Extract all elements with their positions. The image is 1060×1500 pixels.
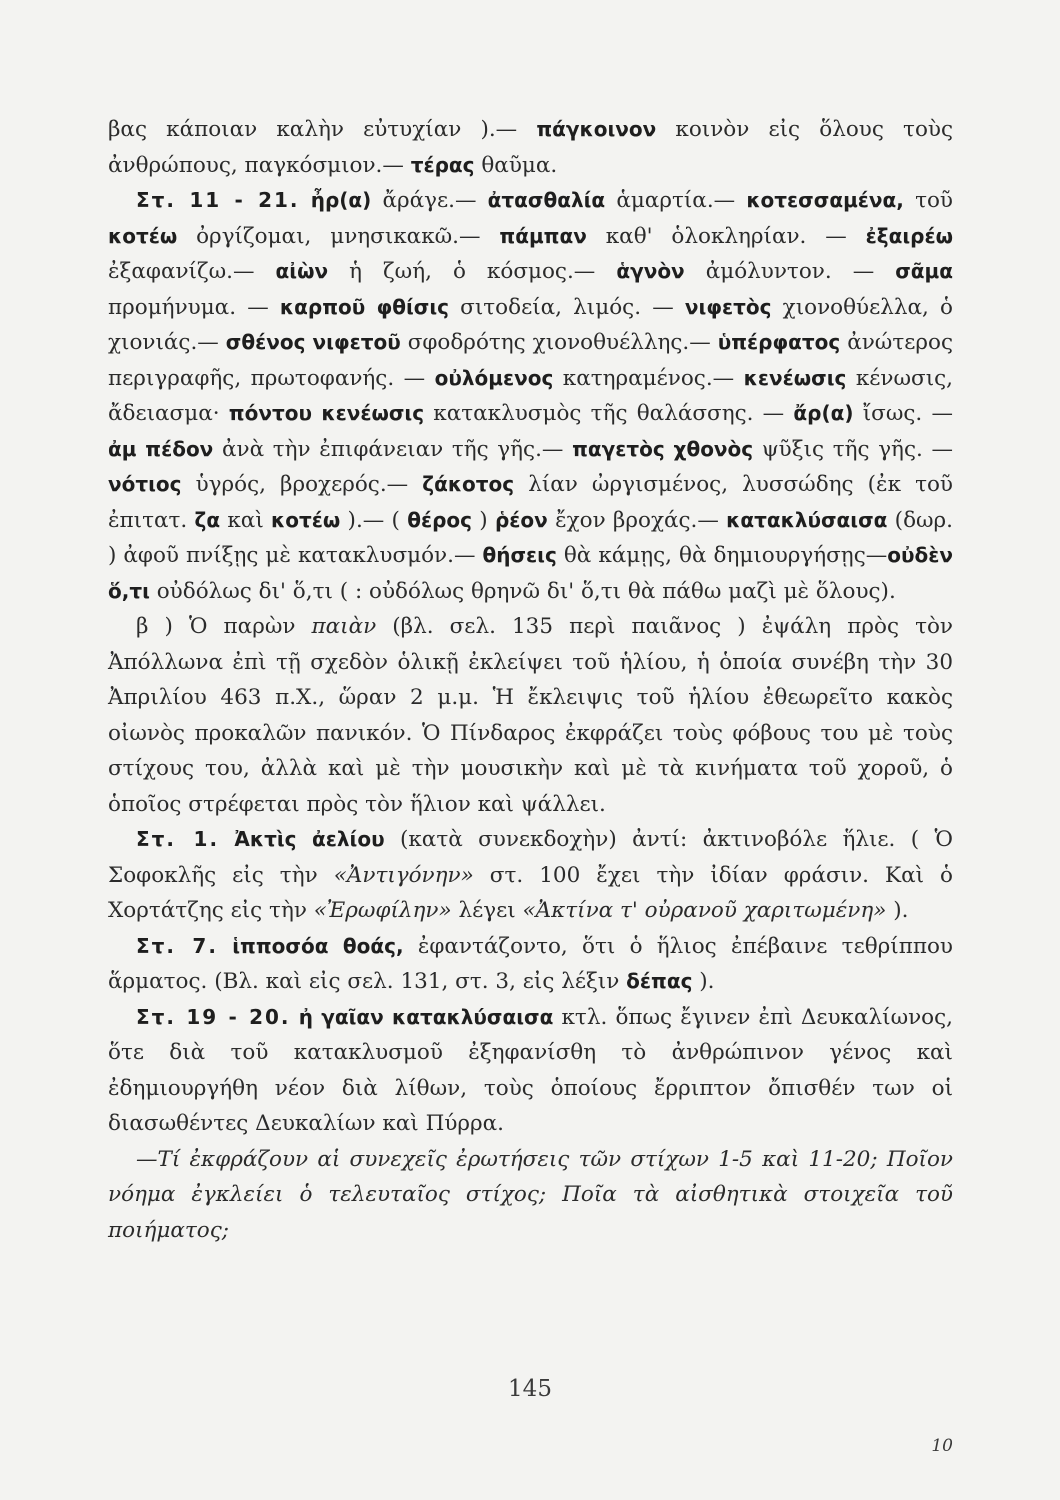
headword: κοτέω <box>271 507 341 532</box>
headword: ἱπποσόα θοάς, <box>232 933 404 958</box>
headword: πόντου κενέωσις <box>228 401 425 425</box>
text: κένωσις, ἄδειασμα· <box>108 365 954 426</box>
text: ἁμαρτία.— <box>605 188 747 213</box>
headword: τέρας <box>410 152 475 177</box>
headword: καρποῦ φθίσις <box>279 294 449 319</box>
paragraph-2 <box>108 183 953 609</box>
headword: κοτέω <box>108 223 178 248</box>
headword: κενέωσις <box>743 365 847 390</box>
section-label: Στ. 7. <box>136 933 218 958</box>
text: κατακλυσμὸς τῆς θαλάσσης. — <box>424 401 794 426</box>
headword: νότιος <box>108 472 182 496</box>
questions-paragraph: —Τί ἐκφράζουν αἱ συνεχεῖς ἐρωτήσεις τῶν στίχων 1-5 καὶ 11-20; Ποῖον νόημα ἐγκλείει ὁ τελευταῖος στίχος; Ποῖα τὰ αἰσθητικὰ στοιχεῖα τοῦ ποιήματος; <box>108 1146 953 1243</box>
paragraph-3 <box>108 609 953 822</box>
text: ὑγρός, βροχερός.— <box>181 472 423 497</box>
text: ἡ ζωή, ὁ κόσμος.— <box>328 259 617 284</box>
text: (κατὰ συνεκδοχὴν) ἀντί: ἀκτινοβόλε ἥλιε. ( Ὁ Σοφοκλῆς εἰς τὴν <box>108 827 953 888</box>
text: ἀνὰ τὴν ἐπιφάνειαν τῆς γῆς.— <box>213 436 573 462</box>
text: καθ' ὁλοκληρίαν. — <box>586 223 866 249</box>
text: ψῦξις τῆς γῆς. — <box>753 436 953 462</box>
headword: σθένος νιφετοῦ <box>225 330 401 354</box>
section-label: Στ. 1. <box>136 827 220 851</box>
headword: θήσεις <box>482 543 557 567</box>
headword: ἦρ(α) <box>310 188 372 212</box>
text: ἀμόλυντον. — <box>684 259 896 284</box>
text: λίαν ὠργισμένος, λυσσώδης (ἐκ τοῦ ἐπιτατ. <box>108 472 953 533</box>
italic-quote: «Ἀκτίνα τ' οὐρανοῦ χαριτωμένη» <box>522 898 887 923</box>
text: β ) Ὁ παρὼν <box>136 614 312 639</box>
text: σφοδρότης χιονοθυέλλης.— <box>400 330 718 355</box>
section-label: Στ. 19 - 20. <box>136 1004 291 1029</box>
headword: ἁγνὸν <box>616 259 685 283</box>
headword: παγετὸς χθονὸς <box>572 436 754 461</box>
italic-term: παιὰν <box>311 614 377 639</box>
text: (βλ. σελ. 135 περὶ παιᾶνος ) ἐψάλη πρὸς τὸν Ἀπόλλωνα ἐπὶ τῇ σχεδὸν ὁλικῇ ἐκλείψει τοῦ ἡλίου, ἡ ὁποία συνέβη τὴν 30 Ἀπριλίου 463 π.Χ., ὥραν 2 μ.μ. Ἡ ἔκλειψις τοῦ ἡλίου ἐθεωρεῖτο κακὸς οἰωνὸς προκαλῶν πανικόν. Ὁ Πίνδαρος ἐκφράζει τοὺς φόβους του μὲ τοὺς στίχους του, ἀλλὰ καὶ μὲ τὴν μουσικὴν καὶ μὲ τὰ κινήματα τοῦ χοροῦ, ὁ ὁποῖος στρέφεται πρὸς τὸν ἥλιον καὶ ψάλλει. <box>108 614 953 817</box>
text: κατηραμένος.— <box>553 365 744 391</box>
headword: πάμπαν <box>499 223 587 248</box>
text: ἐφαντάζοντο, ὅτι ὁ ἥλιος ἐπέβαινε τεθρίππου ἅρματος. (Βλ. καὶ εἰς σελ. 131, στ. 3, εἰς λέξιν <box>108 933 953 994</box>
text: χιονοθύελλα, ὁ χιονιάς.— <box>108 294 953 355</box>
text: στ. 100 ἔχει τὴν ἰδίαν φράσιν. Καὶ ὁ Χορτάτζης εἰς τὴν <box>108 862 953 923</box>
headword: πάγκοινον <box>536 117 657 141</box>
headword: ἐξαιρέω <box>865 223 953 248</box>
headword: σᾶμα <box>895 259 954 283</box>
italic-title: «Ἐρωφίλην» <box>313 898 452 923</box>
headword: θέρος <box>407 507 473 532</box>
text: κτλ. ὅπως ἔγινεν ἐπὶ Δευκαλίωνος, ὅτε διὰ τοῦ κατακλυσμοῦ ἐξηφανίσθη τὸ ἀνθρώπινον γένος καὶ ἐδημιουργήθη νέον διὰ λίθων, τοὺς ὁποίους ἔρριπτον ὄπισθέν των οἱ διασωθέντες Δευκαλίων καὶ Πύρρα. <box>108 1004 953 1136</box>
headword: κοτεσσαμένα, <box>746 188 904 212</box>
headword: κατακλύσαισα <box>726 507 888 532</box>
text: οὐδόλως δι' ὅ,τι ( : οὐδόλως θρηνῶ δι' ὅ,τι θὰ πάθω μαζὶ μὲ ὅλους). <box>149 578 896 604</box>
italic-title: «Ἀντιγόνην» <box>333 862 474 888</box>
headword: δέπας <box>626 969 693 993</box>
signature-number: 10 <box>931 1436 953 1456</box>
text: ). <box>692 969 715 994</box>
headword: ὑπέρφατος <box>717 330 841 354</box>
page-number: 145 <box>508 1376 552 1402</box>
text: καὶ <box>220 507 272 533</box>
text: κοινὸν εἰς ὅλους τοὺς ἀνθρώπους, παγκόσμιον.— <box>108 117 954 178</box>
text: ) <box>472 507 495 533</box>
text: ).— ( <box>340 507 408 533</box>
text: τοῦ <box>903 188 953 213</box>
text: ἄράγε.— <box>371 188 488 213</box>
text: βας κάποιαν καλὴν εὐτυχίαν ).— <box>108 117 537 142</box>
headword: ἀμ πέδον <box>108 436 214 461</box>
headword: ζα <box>194 507 221 532</box>
text-body <box>108 112 953 1248</box>
paragraph-4 <box>108 822 953 929</box>
text: ). <box>886 898 909 923</box>
headword: ἀτασθαλία <box>487 188 606 212</box>
text: ὀργίζομαι, μνησικακῶ.— <box>177 223 500 249</box>
text: (δωρ. ) ἀφοῦ πνίξῃς μὲ κατακλυσμόν.— <box>108 507 954 568</box>
text: θαῦμα. <box>474 152 558 178</box>
headword: ῥέον <box>494 507 548 532</box>
section-label: Στ. 11 - 21. <box>136 188 300 212</box>
headword: ἠ γαῖαν κατακλύσαισα <box>298 1004 554 1029</box>
headword: ἄρ(α) <box>793 401 854 425</box>
headword: αἰὼν <box>275 259 329 283</box>
headword: Ἀκτὶς ἀελίου <box>234 827 385 851</box>
text: θὰ κάμῃς, θὰ δημιουργήσῃς— <box>556 543 888 568</box>
headword: νιφετὸς <box>684 294 772 319</box>
headword: οὐλόμενος <box>434 365 554 390</box>
text: ἴσως. — <box>853 401 953 426</box>
text: προμήνυμα. — <box>108 294 280 320</box>
paragraph-5 <box>108 929 953 1000</box>
text: ἔχον βροχάς.— <box>547 507 727 533</box>
paragraph-6 <box>108 1000 953 1142</box>
text: σιτοδεία, λιμός. — <box>448 294 685 320</box>
text: λέγει <box>451 898 523 923</box>
headword: οὐδὲν ὅ,τι <box>108 543 953 603</box>
text: ἀνώτερος περιγραφῆς, πρωτοφανής. — <box>108 330 953 391</box>
paragraph-1 <box>108 112 953 183</box>
headword: ζάκοτος <box>422 472 515 496</box>
text: ἐξαφανίζω.— <box>108 259 276 284</box>
